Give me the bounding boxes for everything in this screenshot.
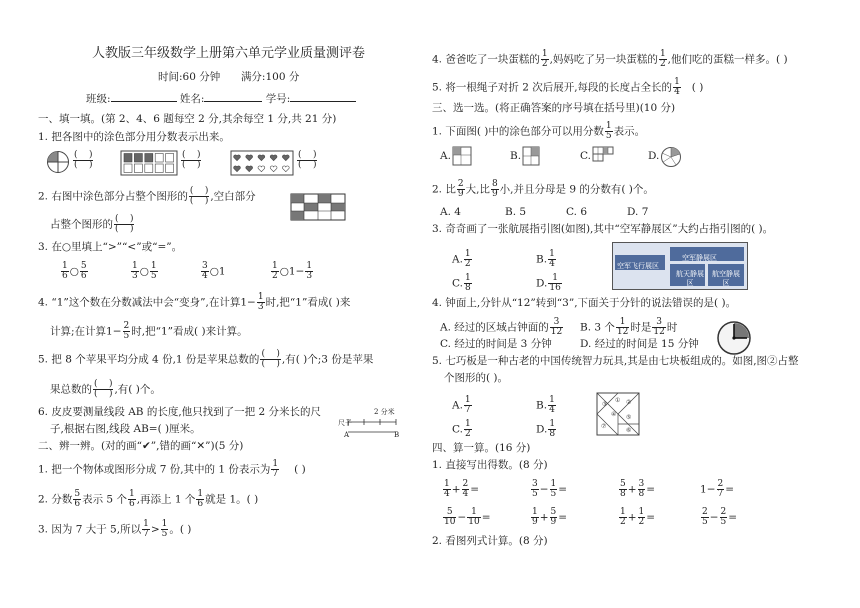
exam-meta [158, 70, 299, 84]
grid-cell [155, 164, 163, 173]
s3-q4: 4. 钟面上,分针从“12”转到“3”,下面关于分针的说法错误的是( )。 [432, 297, 737, 309]
s3-q1-option-b[interactable]: B. [510, 150, 522, 162]
s2-q3: 3. 因为 7 大于 5,所以 $\frac{1}{7}$ > $\frac{1}{5}$ 。( ) [38, 519, 192, 539]
s1-q2-line1 [38, 187, 256, 206]
option-a-figure [452, 146, 472, 166]
map-label-flight-area: 空军飞行展区 [617, 262, 659, 270]
s3-q3-option-d[interactable]: D. $\frac{1}{16}$ [536, 273, 561, 293]
name-label: 姓名: [179, 93, 205, 105]
class-field[interactable] [111, 101, 177, 102]
square-grid-figure [120, 150, 178, 176]
section2-heading: 二、辨一辨。(对的画“✔”,错的画“✕”)(5 分) [38, 440, 244, 452]
s1-q2-blank-1[interactable]: $\frac{( )}{( )}$ [189, 186, 209, 206]
svg-text:⑥: ⑥ [626, 427, 632, 434]
s3-q4-option-a[interactable]: A. 经过的区域占钟面的 $\frac{3}{12}$ [440, 317, 563, 337]
calc-1[interactable]: $\frac{1}{4}$ + $\frac{2}{4}$ = [444, 479, 480, 499]
s1-q2-text-c: 占整个图形的 [50, 218, 113, 231]
calc-8[interactable]: $\frac{2}{5}$ − $\frac{2}{5}$ = [702, 507, 738, 527]
s3-q5-option-d[interactable]: D. $\frac{1}{8}$ [536, 419, 556, 439]
s1-q3-item-3: $\frac{3}{4}$ ○1 [202, 261, 226, 281]
s1-q1-answer-2[interactable]: $\frac{( )}{( )}$ [182, 150, 201, 170]
s1-q4-line1: 4. “1”这个数在分数减法中会“变身”,在计算1− $\frac{1}{3}$ 时,把“1”看成( )来 [38, 292, 351, 312]
s1-q2-blank-2[interactable]: $\frac{( )}{( )}$ [115, 214, 134, 234]
s3-q1-option-a[interactable]: A. [440, 150, 451, 162]
s3-q4-option-c[interactable]: C. 经过的时间是 3 分钟 [440, 338, 552, 350]
s1-q6-line2: 子,根据右图,线段 AB=( )厘米。 [50, 423, 201, 435]
s1-q5-blank-1[interactable]: $\frac{( )}{( )}$ [261, 349, 280, 369]
option-d-figure [660, 146, 682, 168]
option-b-figure [522, 146, 540, 166]
section1-heading: 一、填一填。(第 2、4、6 题每空 2 分,其余每空 1 分,共 21 分) [38, 113, 337, 125]
s3-q5-line2: 个图形的( )。 [444, 372, 509, 384]
s1-q3-item-2: $\frac{1}{3}$ ○ $\frac{1}{5}$ [132, 261, 157, 281]
calc-7[interactable]: $\frac{1}{2}$ + $\frac{1}{2}$ = [620, 507, 656, 527]
compare-circle[interactable]: ○ [209, 265, 219, 278]
grid-cell [124, 154, 132, 163]
calc-5[interactable]: $\frac{5}{10}$ − $\frac{1}{10}$ = [444, 507, 491, 527]
s3-q4-option-d[interactable]: D. 经过的时间是 15 分钟 [580, 338, 699, 350]
s3-q3-option-a[interactable]: A. $\frac{1}{2}$ [452, 249, 471, 269]
s3-q2-option-a[interactable]: A. 4 [440, 206, 461, 218]
s1-q5-line1: 5. 把 8 个苹果平均分成 4 份,1 份是苹果总数的 $\frac{( )}{( )}$ ,有( )个;3 份是苹果 [38, 349, 374, 369]
s1-q2-text-b: ,空白部分 [210, 190, 256, 203]
calc-4[interactable]: 1− $\frac{2}{7}$ = [700, 479, 735, 499]
point-a-label: A [344, 431, 350, 439]
student-info [86, 92, 356, 106]
grid-cell [145, 154, 153, 163]
s1-q3: 3. 在○里填上“>”“<”或“=”。 [38, 241, 183, 253]
calc-6[interactable]: $\frac{1}{9}$ + $\frac{5}{9}$ = [532, 507, 568, 527]
s2-q1: 1. 把一个物体或图形分成 7 份,其中的 1 份表示为 $\frac{1}{7}$ ( ) [38, 459, 306, 479]
grid-cell [134, 164, 142, 173]
grid-cell [124, 164, 132, 173]
class-label: 班级: [86, 93, 111, 105]
map-label-aviation-area: 航空静展区 [712, 270, 740, 287]
s2-q2: 2. 分数 $\frac{5}{6}$ 表示 5 个 $\frac{1}{6}$ ,再添上 1 个 $\frac{1}{6}$ 就是 1。( ) [38, 489, 259, 509]
option-c-figure [592, 146, 614, 162]
s3-q1-option-c[interactable]: C. [580, 150, 591, 162]
ruler-label: 尺子 [338, 419, 352, 427]
svg-text:②: ② [626, 399, 632, 406]
s3-q3: 3. 奇奇画了一张航展指引图(如图),其中“空军静展区”大约占指引图的( )。 [432, 223, 774, 235]
s2-q4: 4. 爸爸吃了一块蛋糕的 $\frac{1}{2}$ ,妈妈吃了另一块蛋糕的 $\frac{1}{2}$ ,他们吃的蛋糕一样多。( ) [432, 49, 788, 69]
s1-q4-line2: 计算;在计算1− $\frac{2}{5}$ 时,把“1”看成( )来计算。 [50, 321, 248, 341]
s3-q2-option-b[interactable]: B. 5 [505, 206, 527, 218]
ruler-length-label: 2 分米 [374, 408, 395, 416]
s3-q1: 1. 下面图( )中的涂色部分可以用分数 $\frac{1}{5}$ 表示。 [432, 121, 646, 141]
s2-q5: 5. 将一根绳子对折 2 次后展开,每段的长度占全长的 $\frac{1}{4}$ ( ) [432, 77, 704, 97]
s3-q3-option-c[interactable]: C. $\frac{1}{8}$ [452, 273, 471, 293]
s3-q4-option-b[interactable]: B. 3 个 $\frac{1}{12}$ 时是 $\frac{3}{12}$ 时 [580, 317, 678, 337]
compare-circle[interactable]: ○ [279, 265, 289, 278]
s1-q2-text: 2. 右图中涂色部分占整个图形的 [38, 190, 188, 203]
calc-3[interactable]: $\frac{5}{8}$ + $\frac{3}{8}$ = [620, 479, 656, 499]
name-field[interactable] [204, 101, 262, 102]
tangram-figure [596, 392, 640, 436]
svg-text:⑤: ⑤ [626, 414, 632, 421]
grid-cell [145, 164, 153, 173]
clock-icon [716, 320, 752, 356]
s4-q2: 2. 看图列式计算。(8 分) [432, 535, 548, 547]
s1-q5-line2: 果总数的 $\frac{( )}{( )}$ ,有( )个。 [50, 379, 161, 399]
s3-q2-option-c[interactable]: C. 6 [566, 206, 588, 218]
s3-q2-option-d[interactable]: D. 7 [627, 206, 649, 218]
grid-cell [166, 154, 174, 163]
svg-text:①: ① [615, 397, 621, 404]
s3-q5-option-b[interactable]: B. $\frac{1}{4}$ [536, 395, 555, 415]
grid-cell [155, 154, 163, 163]
grid-cell [166, 164, 174, 173]
calc-2[interactable]: $\frac{3}{5}$ − $\frac{1}{5}$ = [532, 479, 568, 499]
id-label: 学号: [265, 93, 291, 105]
full-score: 满分:100 分 [240, 71, 300, 83]
heart-grid-figure [230, 150, 294, 176]
s3-q3-option-b[interactable]: B. $\frac{1}{4}$ [536, 249, 555, 269]
s1-q1-answer-1[interactable]: $\frac{( )}{( )}$ [74, 150, 93, 170]
s1-q2-line2 [50, 215, 135, 234]
circle-quarters-figure [46, 150, 70, 174]
page-title: 人教版三年级数学上册第六单元学业质量测评卷 [92, 46, 366, 61]
shaded-rectangle-figure [290, 193, 346, 221]
s3-q2: 2. 比 $\frac{2}{9}$ 大,比 $\frac{8}{9}$ 小,并且分母是 9 的分数有( )个。 [432, 179, 654, 199]
s1-q6-line1: 6. 皮皮要测量线段 AB 的长度,他只找到了一把 2 分米长的尺 [38, 406, 322, 418]
svg-text:⑦: ⑦ [601, 423, 607, 430]
s3-q5-line1: 5. 七巧板是一种古老的中国传统智力玩具,其是由七块板组成的。如图,图②占整 [432, 355, 799, 367]
s1-q1-answer-3[interactable]: $\frac{( )}{( )}$ [298, 150, 317, 170]
svg-text:③: ③ [602, 401, 608, 408]
compare-circle[interactable]: ○ [139, 265, 149, 278]
id-field[interactable] [290, 101, 356, 102]
time-limit: 时间:60 分钟 [158, 71, 221, 83]
s3-q5-option-c[interactable]: C. $\frac{1}{2}$ [452, 419, 471, 439]
s1-q3-item-4: $\frac{1}{2}$ ○1− $\frac{1}{3}$ [272, 261, 313, 281]
compare-circle[interactable]: ○ [69, 265, 79, 278]
s1-q3-item-1: $\frac{1}{6}$ ○ $\frac{5}{6}$ [62, 261, 87, 281]
section3-heading: 三、选一选。(将正确答案的序号填在括号里)(10 分) [432, 102, 676, 114]
s4-q1: 1. 直接写出得数。(8 分) [432, 459, 548, 471]
s1-q5-blank-2[interactable]: $\frac{( )}{( )}$ [94, 379, 113, 399]
svg-text:④: ④ [611, 411, 617, 418]
map-label-space-area: 航天静展区 [676, 270, 704, 287]
map-label-static-area: 空军静展区 [682, 254, 717, 262]
s3-q1-option-d[interactable]: D. [648, 150, 660, 162]
point-b-label: B [394, 431, 400, 439]
section4-heading: 四、算一算。(16 分) [432, 442, 531, 454]
s3-q5-option-a[interactable]: A. $\frac{1}{7}$ [452, 395, 471, 415]
s1-q1: 1. 把各图中的涂色部分用分数表示出来。 [38, 131, 230, 143]
grid-cell [134, 154, 142, 163]
